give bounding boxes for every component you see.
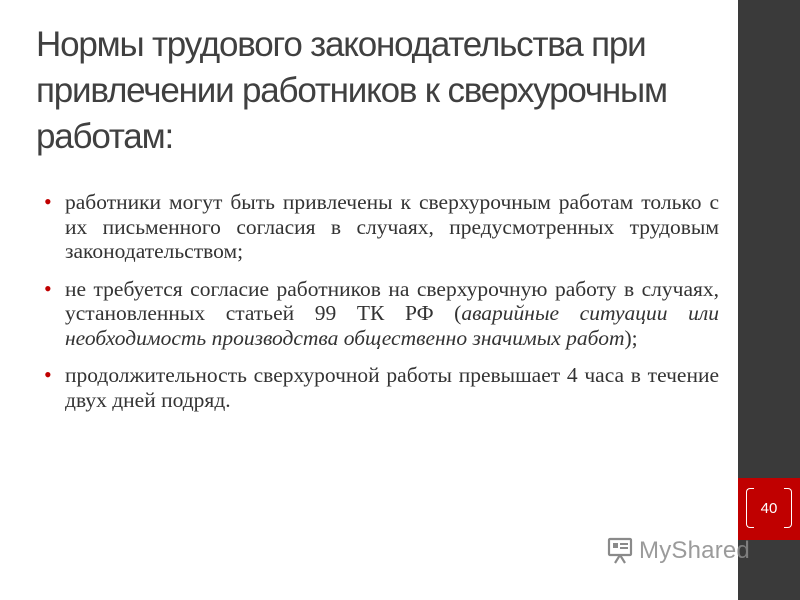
bullet-icon: • <box>44 275 52 301</box>
bullet-text-italic: аварийные ситуации или необходимость производства общественно значимых работ <box>65 301 719 350</box>
bullet-text: работники могут быть привлечены к сверхурочным работам только с их письменного согласия в случаях, предусмотренных трудовым законодательством; <box>65 190 719 263</box>
bullet-item <box>44 363 719 412</box>
bullet-text: продолжительность сверхурочной работы превышает 4 часа в течение двух дней подряд. <box>65 363 719 412</box>
bullet-list <box>44 190 719 425</box>
watermark <box>606 536 750 566</box>
slide-title: Нормы трудового законодательства при привлечении работников к сверхурочным работам: <box>36 25 667 156</box>
bullet-item <box>44 190 719 264</box>
bullet-icon: • <box>44 189 52 214</box>
watermark-text: MyShared <box>639 537 750 564</box>
bullet-text: не требуется согласие работников на сверхурочную работу в случаях, установленных статьей 99 ТК РФ ( <box>65 276 719 325</box>
page-number: 40 <box>760 500 778 517</box>
page-number-badge <box>738 478 800 540</box>
bullet-icon: • <box>44 362 52 387</box>
bullet-text-end: ); <box>624 325 638 350</box>
bullet-item <box>44 277 719 351</box>
myshared-logo-icon <box>606 537 634 565</box>
